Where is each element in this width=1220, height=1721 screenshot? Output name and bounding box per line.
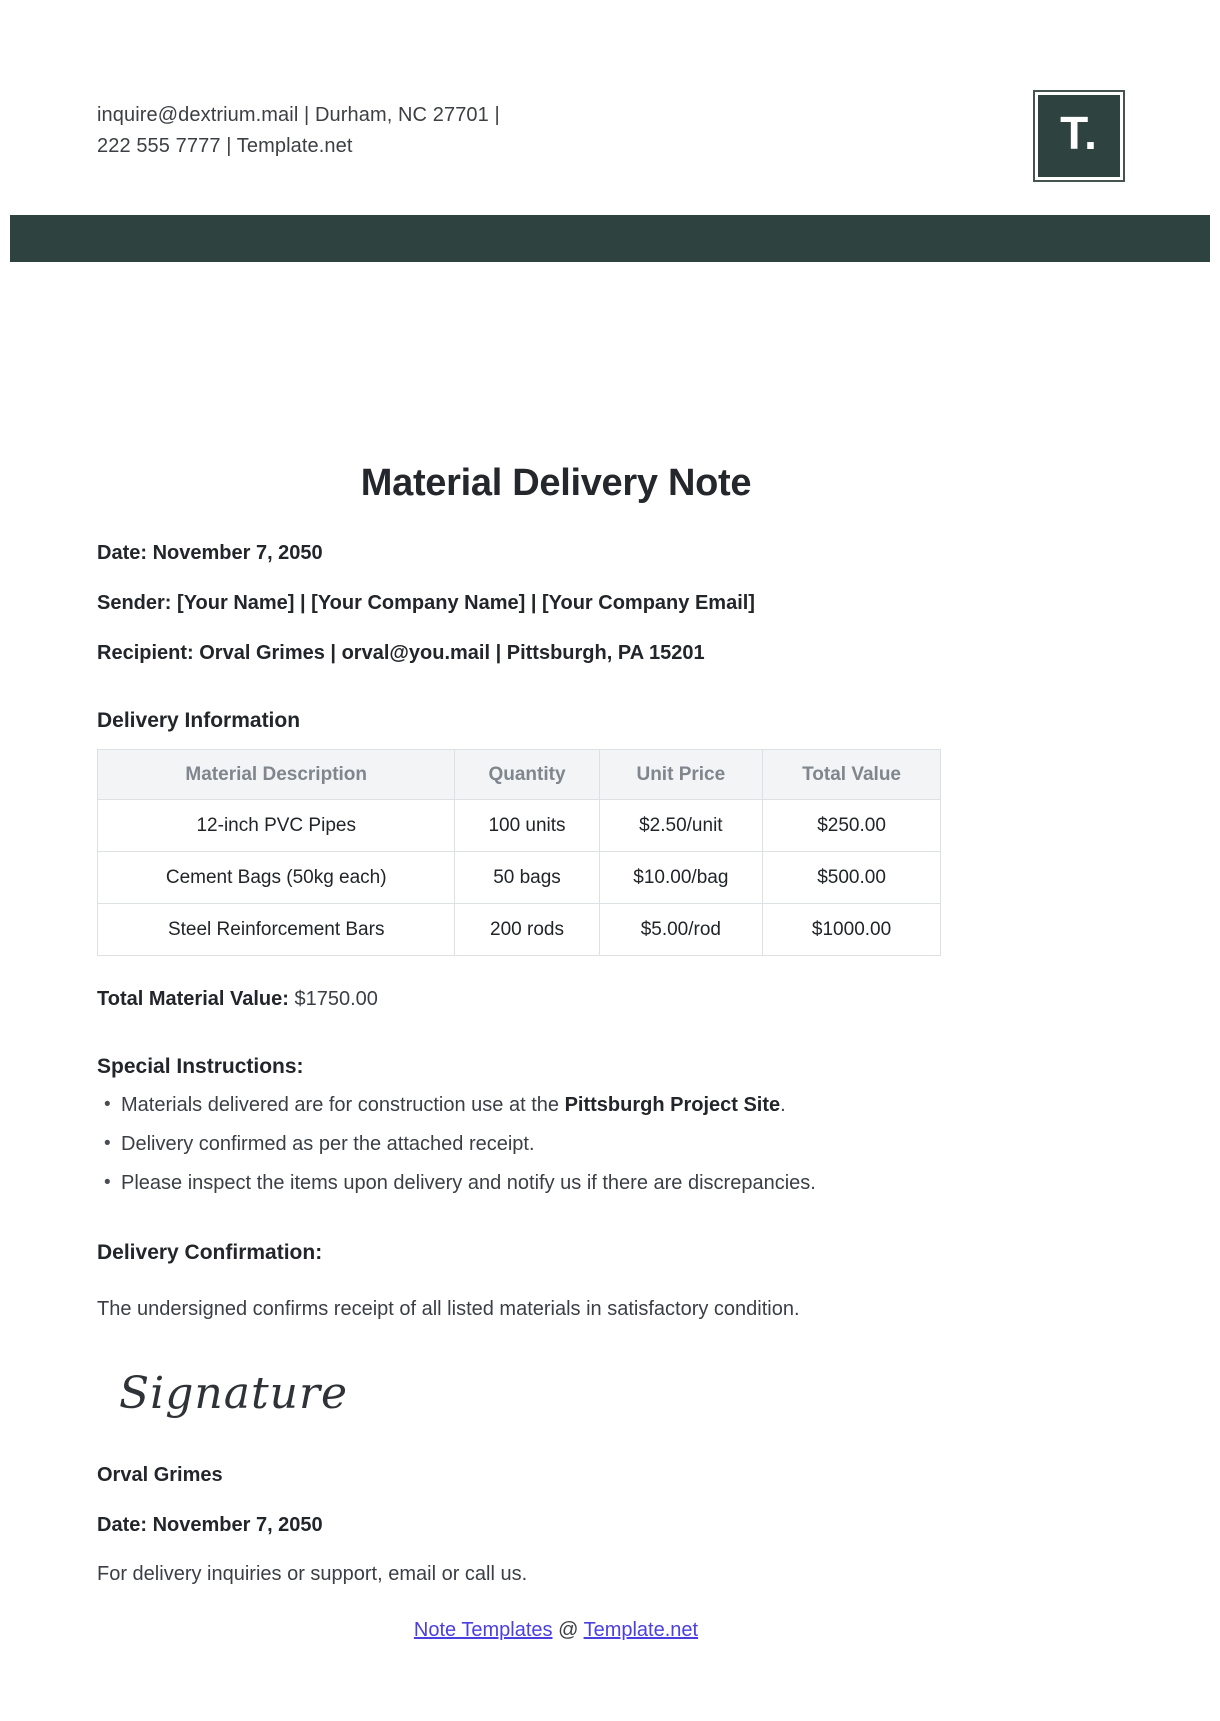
table-row bbox=[98, 904, 941, 956]
bullet-text: Please inspect the items upon delivery and notify us if there are discrepancies. bbox=[121, 1172, 816, 1194]
table-row bbox=[98, 852, 941, 904]
contact-line-2: 222 555 7777 | Template.net bbox=[97, 135, 353, 157]
page-header bbox=[0, 0, 1220, 162]
cell-quantity: 50 bags bbox=[455, 852, 599, 904]
header-divider-bar bbox=[10, 215, 1210, 262]
brand-logo bbox=[1035, 92, 1123, 180]
signature-date-value: November 7, 2050 bbox=[152, 1514, 323, 1536]
delivery-information-heading: Delivery Information bbox=[97, 709, 301, 732]
cell-total-value: $250.00 bbox=[763, 800, 941, 852]
recipient-value: Orval Grimes | orval@you.mail | Pittsburgh, PA 15201 bbox=[199, 642, 705, 664]
total-material-value-line bbox=[97, 988, 1015, 1011]
cell-material-description: Steel Reinforcement Bars bbox=[98, 904, 455, 956]
signatory-name: Orval Grimes bbox=[97, 1464, 223, 1486]
total-material-value: $1750.00 bbox=[294, 988, 378, 1010]
cell-total-value: $1000.00 bbox=[763, 904, 941, 956]
template-net-link[interactable]: Template.net bbox=[583, 1619, 699, 1641]
column-header-material-description: Material Description bbox=[98, 750, 455, 800]
recipient-label: Recipient: bbox=[97, 642, 194, 664]
table-row bbox=[98, 800, 941, 852]
signature-script: Signature bbox=[119, 1368, 349, 1419]
contact-line-1: inquire@dextrium.mail | Durham, NC 27701 | bbox=[97, 104, 500, 126]
materials-table bbox=[97, 749, 941, 956]
signature-date-label: Date: bbox=[97, 1514, 148, 1536]
brand-logo-letter: T. bbox=[1060, 107, 1098, 159]
date-value: November 7, 2050 bbox=[152, 542, 323, 564]
list-item bbox=[97, 1171, 1015, 1195]
bullet-text: Delivery confirmed as per the attached receipt. bbox=[121, 1133, 535, 1155]
page-title: Material Delivery Note bbox=[360, 462, 752, 504]
contact-info bbox=[97, 100, 1123, 162]
date-line bbox=[97, 542, 1015, 565]
total-material-value-label: Total Material Value: bbox=[97, 988, 289, 1010]
table-header-row bbox=[98, 750, 941, 800]
cell-unit-price: $2.50/unit bbox=[599, 800, 763, 852]
document-body bbox=[0, 460, 1220, 1642]
column-header-unit-price: Unit Price bbox=[599, 750, 763, 800]
support-text: For delivery inquiries or support, email or call us. bbox=[97, 1563, 528, 1585]
sender-label: Sender: bbox=[97, 592, 172, 614]
cell-unit-price: $5.00/rod bbox=[599, 904, 763, 956]
delivery-confirmation-heading: Delivery Confirmation: bbox=[97, 1241, 323, 1264]
cell-material-description: Cement Bags (50kg each) bbox=[98, 852, 455, 904]
cell-material-description: 12-inch PVC Pipes bbox=[98, 800, 455, 852]
cell-quantity: 200 rods bbox=[455, 904, 599, 956]
signature-date-line bbox=[97, 1514, 1015, 1537]
recipient-line bbox=[97, 642, 1015, 665]
cell-quantity: 100 units bbox=[455, 800, 599, 852]
list-item bbox=[97, 1093, 1015, 1117]
sender-line bbox=[97, 592, 1015, 615]
delivery-confirmation-text: The undersigned confirms receipt of all listed materials in satisfactory condition. bbox=[97, 1298, 800, 1320]
date-label: Date: bbox=[97, 542, 148, 564]
footer-separator: @ bbox=[558, 1619, 579, 1641]
note-templates-link[interactable]: Note Templates bbox=[413, 1619, 553, 1641]
cell-unit-price: $10.00/bag bbox=[599, 852, 763, 904]
bullet-bold-text: Pittsburgh Project Site bbox=[564, 1094, 781, 1116]
cell-total-value: $500.00 bbox=[763, 852, 941, 904]
footer-links bbox=[97, 1618, 1015, 1642]
column-header-total-value: Total Value bbox=[763, 750, 941, 800]
sender-value: [Your Name] | [Your Company Name] | [Your Company Email] bbox=[177, 592, 755, 614]
special-instructions-list bbox=[97, 1093, 1015, 1195]
special-instructions-heading: Special Instructions: bbox=[97, 1055, 304, 1078]
bullet-text: Materials delivered are for construction use at the bbox=[121, 1094, 565, 1116]
column-header-quantity: Quantity bbox=[455, 750, 599, 800]
bullet-text: . bbox=[780, 1094, 786, 1116]
list-item bbox=[97, 1132, 1015, 1156]
